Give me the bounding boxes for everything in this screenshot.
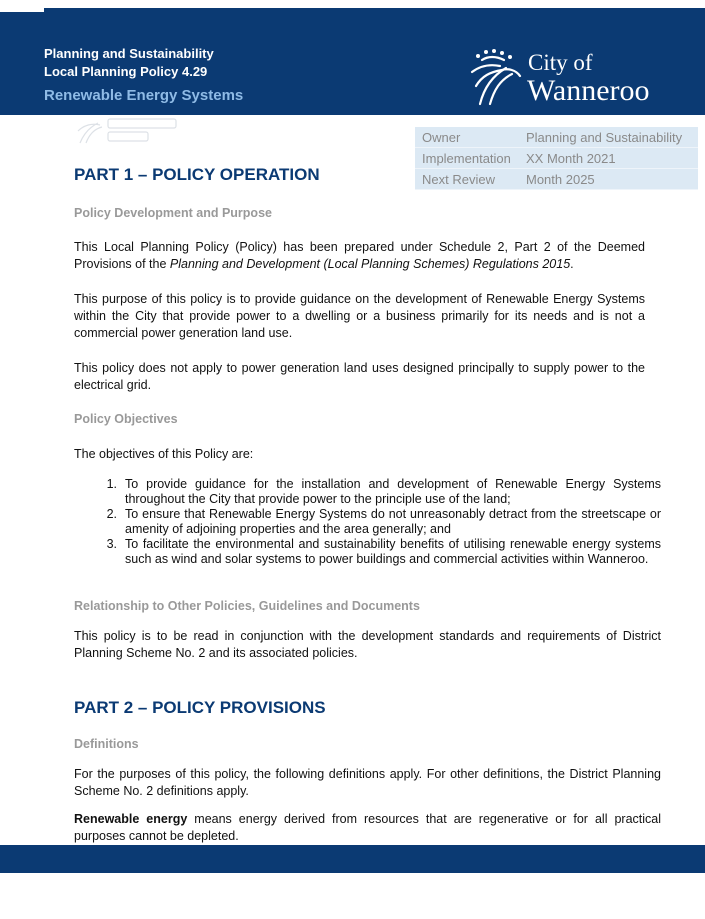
faded-logo-icon bbox=[76, 115, 186, 147]
definitions-heading: Definitions bbox=[74, 737, 139, 751]
list-text: To provide guidance for the installation and development of Renewable Energy Systems throughout the City that provide power to the principle use of the land; bbox=[125, 477, 661, 506]
info-value: XX Month 2021 bbox=[526, 148, 698, 169]
objectives-list bbox=[74, 477, 661, 567]
list-item bbox=[74, 477, 661, 507]
info-value: Month 2025 bbox=[526, 169, 698, 190]
relationship-paragraph: This policy is to be read in conjunction with the development standards and requirements of District Planning Scheme No. 2 and its associated policies. bbox=[74, 629, 661, 660]
definition-text: means energy derived from resources that are regenerative or for all practical purposes cannot be depleted. bbox=[74, 812, 662, 843]
part1-heading: PART 1 – POLICY OPERATION bbox=[74, 165, 320, 184]
objectives-heading: Policy Objectives bbox=[74, 412, 178, 426]
info-label: Owner bbox=[415, 127, 526, 148]
footer-band bbox=[0, 845, 705, 873]
list-item bbox=[74, 537, 661, 567]
paragraph-text: . bbox=[570, 257, 574, 271]
development-heading: Policy Development and Purpose bbox=[74, 206, 272, 220]
list-number: 3. bbox=[106, 537, 117, 551]
policy-info-table bbox=[415, 127, 698, 190]
policy-number: Local Planning Policy 4.29 bbox=[44, 64, 208, 79]
list-number: 2. bbox=[106, 507, 117, 521]
definition-renewable-energy bbox=[74, 811, 661, 845]
list-text: To ensure that Renewable Energy Systems do not unreasonably detract from the streetscape or amenity of adjoining properties and the area generally; and bbox=[125, 507, 661, 536]
info-label: Implementation bbox=[415, 148, 526, 169]
policy-title: Renewable Energy Systems bbox=[44, 87, 244, 104]
info-label: Next Review bbox=[415, 169, 526, 190]
list-text: To facilitate the environmental and sustainability benefits of utilising renewable energy systems such as wind and solar systems to power buildings and commercial activities within Wanneroo. bbox=[125, 537, 661, 566]
regulation-title: Planning and Development (Local Planning Schemes) Regulations 2015 bbox=[169, 257, 571, 271]
logo-city-of: City of bbox=[528, 50, 593, 75]
paragraph-purpose: This purpose of this policy is to provide guidance on the development of Renewable Energy Systems within the City that provide power to a dwelling or a business primarily for its needs and is not a commercial power generation land use. bbox=[74, 292, 645, 340]
definitions-intro: For the purposes of this policy, the following definitions apply. For other definitions, the District Planning Scheme No. 2 definitions apply. bbox=[74, 767, 661, 798]
paragraph-text: This Local Planning Policy (Policy) has been prepared under Schedule 2, Part 2 of the Deemed Provisions of the bbox=[74, 240, 645, 271]
table-row bbox=[415, 169, 698, 190]
objectives-intro: The objectives of this Policy are: bbox=[74, 447, 254, 461]
definition-term: Renewable energy bbox=[74, 812, 188, 826]
header-notch bbox=[0, 0, 44, 12]
list-item bbox=[74, 507, 661, 537]
info-value: Planning and Sustainability bbox=[526, 127, 698, 148]
paragraph-schedule bbox=[74, 239, 645, 273]
paragraph-scope: This policy does not apply to power generation land uses designed principally to supply power to the electrical grid. bbox=[74, 361, 645, 392]
department-name: Planning and Sustainability bbox=[44, 46, 214, 61]
relationship-heading: Relationship to Other Policies, Guidelines and Documents bbox=[74, 599, 420, 613]
table-row bbox=[415, 127, 698, 148]
list-number: 1. bbox=[106, 477, 117, 491]
logo-wanneroo: Wanneroo bbox=[527, 74, 650, 107]
part2-heading: PART 2 – POLICY PROVISIONS bbox=[74, 698, 326, 717]
table-row bbox=[415, 148, 698, 169]
